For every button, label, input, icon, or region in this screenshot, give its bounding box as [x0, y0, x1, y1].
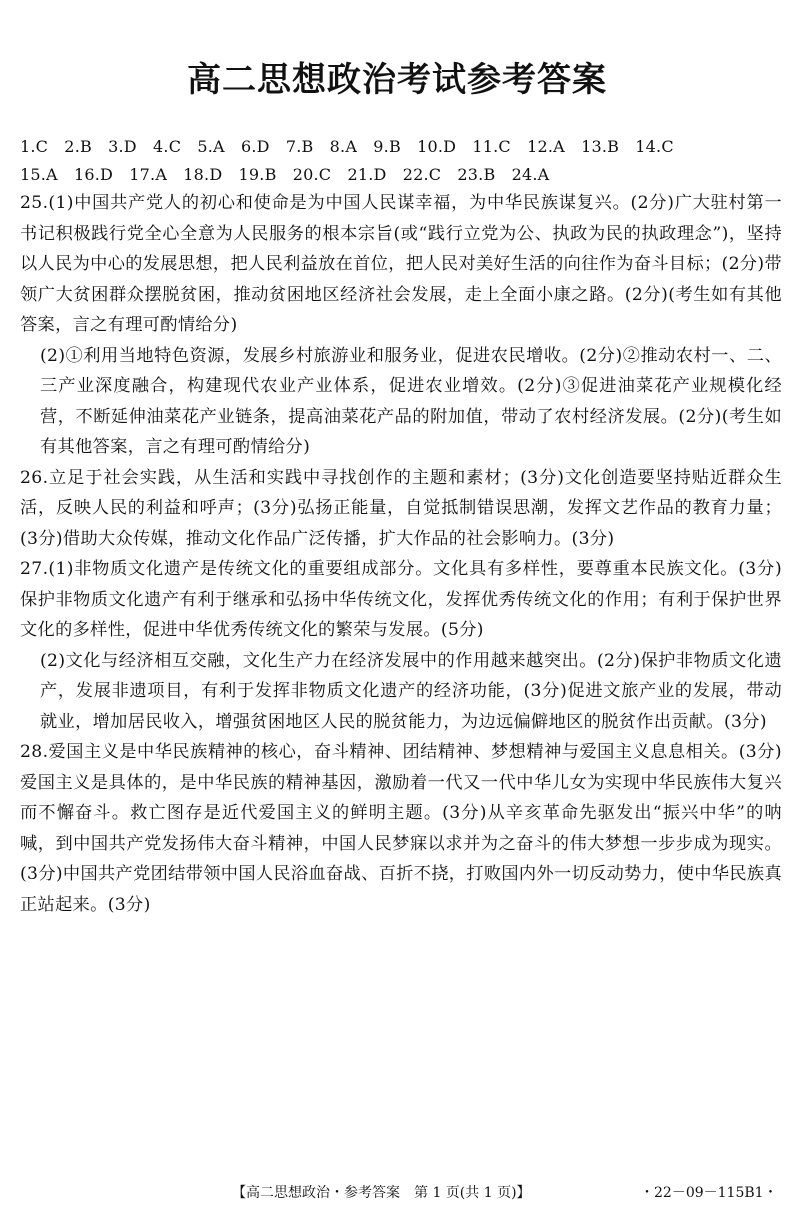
- answer-27-part-1: 27.(1)非物质文化遗产是传统文化的重要组成部分。文化具有多样性，要尊重本民族文化。(3分)保护非物质文化遗产有利于继承和弘扬中华传统文化，发挥优秀传统文化的作用；有利于保护世界文化的多样性，促进中华优秀传统文化的繁荣与发展。(5分): [20, 559, 782, 640]
- answer-26: 26.立足于社会实践，从生活和实践中寻找创作的主题和素材；(3分)文化创造要坚持贴近群众生活，反映人民的利益和呼声；(3分)弘扬正能量，自觉抵制错误思潮，发挥文艺作品的教育力量；(3分)借助大众传媒，推动文化作品广泛传播，扩大作品的社会影响力。(3分): [20, 467, 782, 549]
- answer-25-part-1: 25.(1)中国共产党人的初心和使命是为中国人民谋幸福，为中华民族谋复兴。(2分)广大驻村第一书记积极践行党全心全意为人民服务的根本宗旨(或“践行立党为公、执政为民的执政理念”)，坚持以人民为中心的发展思想，把人民利益放在首位，把人民对美好生活的向往作为奋斗目标；(2分)带领广大贫困群众摆脱贫困，推动贫困地区经济社会发展，走上全面小康之路。(2分)(考生如有其他答案，言之有理可酌情给分): [20, 193, 782, 335]
- footer-page-info: 【高二思想政治・参考答案 第 1 页(共 1 页)】: [232, 1185, 531, 1201]
- answer-25-part-2: (2)①利用当地特色资源，发展乡村旅游业和服务业，促进农民增收。(2分)②推动农村一、二、三产业深度融合，构建现代农业产业体系，促进农业增效。(2分)③促进油菜花产业规模化经营，不断延伸油菜花产业链条，提高油菜花产品的附加值，带动了农村经济发展。(2分)(考生如有其他答案，言之有理可酌情给分): [40, 345, 782, 457]
- choice-answers-row-2: 15.A 16.D 17.A 18.D 19.B 20.C 21.D 22.C 23.B 24.A: [20, 165, 550, 184]
- choice-answers-row-1: 1.C 2.B 3.D 4.C 5.A 6.D 7.B 8.A 9.B 10.D 11.C 12.A 13.B 14.C: [20, 137, 674, 156]
- answer-28: 28.爱国主义是中华民族精神的核心，奋斗精神、团结精神、梦想精神与爱国主义息息相关。(3分)爱国主义是具体的，是中华民族的精神基因，激励着一代又一代中华儿女为实现中华民族伟大复兴而不懈奋斗。救亡图存是近代爱国主义的鲜明主题。(3分)从辛亥革命先驱发出“振兴中华”的呐喊，到中国共产党发扬伟大奋斗精神，中国人民梦寐以求并为之奋斗的伟大梦想一步步成为现实。(3分)中国共产党团结带领中国人民浴血奋战、百折不挠，打败国内外一切反动势力，使中华民族真正站起来。(3分): [20, 742, 782, 915]
- answer-27-part-2: (2)文化与经济相互交融，文化生产力在经济发展中的作用越来越突出。(2分)保护非物质文化遗产，发展非遗项目，有利于发挥非物质文化遗产的经济功能，(3分)促进文旅产业的发展，带动就业，增加居民收入，增强贫困地区人民的脱贫能力，为边远偏僻地区的脱贫作出贡献。(3分): [40, 650, 782, 732]
- page-title: 高二思想政治考试参考答案: [187, 60, 607, 100]
- footer-doc-code: ・22－09－115B1・: [640, 1185, 778, 1201]
- answer-content: [20, 188, 782, 920]
